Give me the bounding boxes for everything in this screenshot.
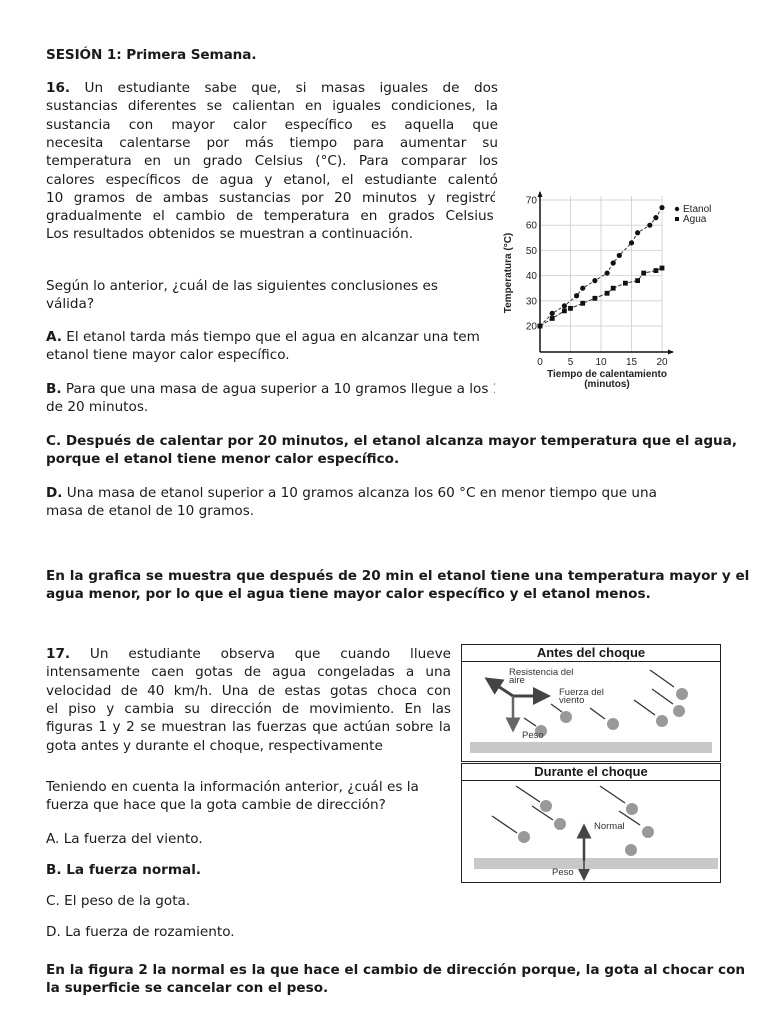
line-text: el piso y cambia su dirección de movimiento. En las — [46, 700, 451, 717]
q17-intro-line — [46, 683, 451, 701]
q16-intro-line — [46, 80, 498, 98]
q16-option-b — [46, 399, 148, 415]
q16-intro-line — [46, 98, 498, 116]
session-title: SESIÓN 1: Primera Semana. — [46, 47, 257, 63]
q17-option — [46, 831, 203, 847]
data-point-etanol — [611, 260, 616, 265]
chart-legend — [675, 204, 712, 225]
data-point-agua — [550, 316, 555, 321]
q16-intro-line — [46, 190, 498, 208]
data-point-agua — [641, 271, 646, 276]
line-text: En la grafica se muestra que después de 20 min el etanol tiene una temperatura mayor y el — [46, 568, 750, 584]
legend-label-etanol: Etanol — [683, 204, 712, 215]
q17-answer-line — [46, 980, 328, 996]
option-letter: B. — [46, 381, 62, 397]
raindrops — [492, 786, 654, 856]
line-text: calores específicos de agua y etanol, el estudiante calentó — [46, 171, 498, 188]
q16-question-line — [46, 278, 438, 294]
q16-answer-line — [46, 586, 651, 602]
x-tick-label: 20 — [656, 357, 668, 368]
q16-intro-line — [46, 117, 498, 135]
y-tick-label: 70 — [525, 195, 537, 207]
line-text: la superficie se cancelar con el peso. — [46, 980, 329, 997]
y-tick-label: 50 — [525, 245, 537, 257]
data-point-etanol — [653, 215, 658, 220]
data-point-agua — [654, 268, 659, 273]
q16-intro-line — [46, 226, 413, 242]
line-text: Una masa de etanol superior a 10 gramos alcanza los 60 °C en menor tiempo que una — [62, 485, 657, 501]
data-point-agua — [611, 286, 616, 291]
wind-force-label-2: viento — [559, 695, 585, 706]
line-text: Después de calentar por 20 minutos, el etanol alcanza mayor temperatura que el agua, — [61, 433, 738, 449]
line-text: agua menor, por lo que el agua tiene mayor calor específico y el etanol menos. — [46, 586, 651, 603]
y-tick-label: 30 — [525, 296, 537, 308]
line-text: velocidad de 40 km/h. Una de estas gotas choca con — [46, 682, 451, 699]
data-point-etanol — [647, 223, 652, 228]
air-resistance-label: Resistencia del — [509, 667, 574, 678]
q17-option — [46, 924, 235, 940]
q16-option-a — [46, 347, 290, 363]
data-point-agua — [623, 281, 628, 286]
line-text: El etanol tarda más tiempo que el agua en alcanzar una tem — [61, 329, 480, 345]
y-tick-label: 20 — [525, 321, 537, 333]
line-text: fuerza que hace que la gota cambie de dirección? — [46, 797, 386, 814]
q17-intro-line — [46, 664, 451, 682]
legend-label-agua: Agua — [683, 214, 707, 225]
q16-answer-line — [46, 568, 749, 584]
x-tick-label: 0 — [537, 357, 543, 368]
line-text: A. La fuerza del viento. — [46, 831, 203, 847]
line-text: o — [712, 381, 721, 397]
q16-option-d — [46, 503, 254, 519]
q16-intro-line — [46, 208, 498, 226]
question-16-number: 16. — [46, 80, 71, 96]
data-point-agua — [568, 306, 573, 311]
legend-marker-agua — [675, 217, 679, 221]
line-text: temperatura en un grado Celsius (°C). Para comparar los — [46, 153, 498, 170]
ground — [470, 742, 712, 753]
data-point-agua — [605, 291, 610, 296]
legend-marker-etanol — [675, 207, 679, 211]
data-point-etanol — [617, 253, 622, 258]
line-text: Según lo anterior, ¿cuál de las siguientes conclusiones es — [46, 278, 438, 294]
x-tick-label: 10 — [595, 357, 607, 368]
data-point-etanol — [562, 303, 567, 308]
data-point-etanol — [580, 286, 585, 291]
wind-force-label: Fuerza del — [559, 687, 604, 698]
q17-question-line — [46, 797, 386, 813]
force-arrows — [487, 679, 548, 730]
line-text: de 20 minutos. — [46, 399, 149, 416]
normal-label: Normal — [594, 821, 625, 832]
line-text: sustancias diferentes se calientan en iguales condiciones, la — [46, 98, 498, 115]
data-point-agua — [660, 266, 665, 271]
line-text: gota antes y durante el choque, respectivamente — [46, 737, 383, 754]
x-axis-label: Tiempo de calentamiento — [547, 369, 667, 380]
line-text: Un estudiante sabe que, si masas iguales de dos — [70, 80, 498, 96]
q17-intro-line — [46, 738, 383, 754]
figure-during-collision — [461, 763, 721, 883]
air-resistance-label-2: aire — [509, 675, 525, 686]
q17-option — [46, 862, 201, 878]
figure1-title: Antes del choque — [462, 645, 720, 662]
figure-before-collision — [461, 644, 721, 762]
line-text: figuras 1 y 2 se muestran las fuerzas que actúan sobre la — [46, 719, 451, 736]
line-text: Un estudiante observa que cuando llueve — [70, 646, 451, 662]
x-axis-arrow — [668, 350, 674, 355]
q17-question-line — [46, 779, 419, 795]
line-text: masa de etanol de 10 gramos. — [46, 503, 255, 520]
q16-option-b — [46, 381, 501, 397]
data-point-agua — [538, 324, 543, 329]
line-text: Para que una masa de agua superior a 10 gramos llegue a los 1 — [61, 381, 502, 397]
q17-intro-line — [46, 646, 451, 664]
line-text: el — [712, 329, 725, 345]
data-point-etanol — [629, 240, 634, 245]
q16-option-a — [46, 329, 480, 345]
line-text: intensamente caen gotas de agua congeladas a una — [46, 664, 451, 681]
raindrops — [524, 670, 688, 737]
q16-option-c — [46, 451, 399, 467]
option-letter: C. — [46, 433, 62, 449]
line-text: gradualmente el cambio de temperatura en grados Celsius. — [46, 208, 498, 225]
question-17-number: 17. — [46, 646, 71, 662]
data-point-agua — [562, 308, 567, 313]
data-point-etanol — [635, 230, 640, 235]
line-text: D. La fuerza de rozamiento. — [46, 924, 235, 940]
q17-answer-line — [46, 962, 745, 978]
line-text: Teniendo en cuenta la información anterior, ¿cuál es la — [46, 779, 419, 795]
data-point-agua — [593, 296, 598, 301]
data-point-etanol — [659, 205, 664, 210]
line-text: porque el etanol tiene menor calor específico. — [46, 451, 400, 468]
line-text: C. El peso de la gota. — [46, 893, 191, 909]
line-text: Los resultados obtenidos se muestran a continuación. — [46, 226, 414, 243]
ground — [474, 858, 718, 869]
figure2-title: Durante el choque — [462, 764, 720, 781]
weight-label: Peso — [522, 730, 544, 741]
line-text: etanol tiene mayor calor específico. — [46, 347, 290, 364]
temperature-chart — [495, 188, 735, 398]
q17-option — [46, 893, 190, 909]
line-text: En la figura 2 la normal es la que hace el cambio de dirección porque, la gota al chocar con — [46, 962, 746, 978]
line-text: 10 gramos de ambas sustancias por 20 minutos y registró — [46, 189, 498, 206]
q16-option-d — [46, 485, 657, 501]
q16-intro-line — [46, 153, 498, 171]
q16-question-line — [46, 296, 94, 312]
x-tick-label: 15 — [625, 357, 638, 368]
q16-intro-line — [46, 172, 498, 190]
data-point-agua — [635, 278, 640, 283]
option-letter: A. — [46, 329, 62, 345]
line-text: sustancia con mayor calor específico es aquella que — [46, 116, 498, 133]
option-letter: D. — [46, 485, 63, 501]
data-point-agua — [580, 301, 585, 306]
data-point-etanol — [592, 278, 597, 283]
y-tick-label: 60 — [525, 220, 537, 232]
data-point-etanol — [605, 270, 610, 275]
q16-intro-line — [46, 135, 498, 153]
data-point-etanol — [574, 293, 579, 298]
line-text: válida? — [46, 296, 95, 313]
y-axis-label: Temperatura (°C) — [503, 232, 514, 314]
q16-option-c — [46, 433, 737, 449]
x-tick-label: 5 — [567, 357, 574, 368]
y-tick-label: 40 — [525, 271, 537, 283]
y-axis-arrow — [538, 191, 543, 197]
weight-label: Peso — [552, 867, 574, 878]
line-text: B. La fuerza normal. — [46, 862, 202, 878]
q17-intro-line — [46, 719, 451, 737]
x-axis-label: (minutos) — [584, 379, 630, 390]
line-text: necesita calentarse por más tiempo para aumentar su — [46, 134, 498, 151]
data-point-etanol — [550, 311, 555, 316]
q17-intro-line — [46, 701, 451, 719]
